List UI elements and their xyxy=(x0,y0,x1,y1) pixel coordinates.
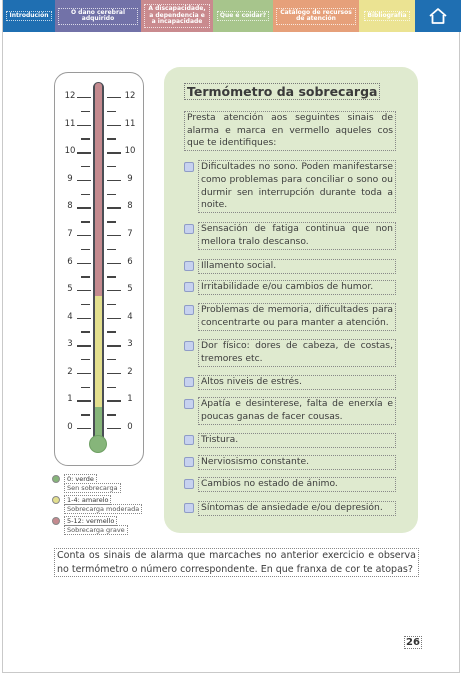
scale-tick-right xyxy=(107,207,121,208)
scale-tick-left xyxy=(77,263,91,264)
scale-number-left: 4 xyxy=(67,311,73,322)
scale-minor-tick-right xyxy=(107,194,116,195)
checklist-item-text: Altos niveis de estrés. xyxy=(198,375,396,390)
scale-minor-tick-right xyxy=(107,138,116,139)
checklist-item-text: Dor físico: dores de cabeza, de costas, tremores etc. xyxy=(198,339,396,367)
scale-minor-tick-left xyxy=(81,194,90,195)
scale-number-left: 10 xyxy=(64,146,76,157)
scale-minor-tick-left xyxy=(81,138,90,139)
scale-minor-tick-right xyxy=(107,249,116,250)
checklist-item xyxy=(184,433,396,448)
scale-number-right: 2 xyxy=(127,366,133,377)
scale-tick-right xyxy=(107,318,121,319)
page-number: 26 xyxy=(406,637,420,648)
checklist-item-text: Dificultades no sono. Poden manifestarse como problemas para conciliar o sono ou durmir sen interrupción durante toda a noite. xyxy=(198,160,396,213)
checklist-item-text: Nerviosismo constante. xyxy=(198,455,396,470)
checkbox[interactable] xyxy=(184,305,194,315)
scale-tick-right xyxy=(107,180,121,181)
scale-minor-tick-left xyxy=(81,221,90,222)
scale-minor-tick-right xyxy=(107,166,116,167)
scale-tick-left xyxy=(77,125,91,126)
checkbox[interactable] xyxy=(184,341,194,351)
scale-tick-right xyxy=(107,235,121,236)
checklist-item-text: Sensación de fatiga continua que non mellora tralo descanso. xyxy=(198,222,396,250)
checkbox[interactable] xyxy=(184,377,194,387)
scale-number-left: 5 xyxy=(67,284,73,295)
legend-title: 1-4: amarelo xyxy=(64,495,111,505)
checklist-item-text: Apatía e desinterese, falta de enerxía e poucas ganas de facer cousas. xyxy=(198,397,396,425)
scale-number-right: 8 xyxy=(127,201,133,212)
checklist-item xyxy=(184,222,396,250)
checklist-item-text: Cambios no estado de ánimo. xyxy=(198,477,396,492)
checklist-panel xyxy=(164,67,418,533)
top-navigation xyxy=(3,0,461,32)
scale-number-right: 4 xyxy=(127,311,133,322)
scale-minor-tick-right xyxy=(107,276,116,277)
scale-minor-tick-right xyxy=(107,331,116,332)
scale-minor-tick-left xyxy=(81,414,90,415)
checkbox[interactable] xyxy=(184,282,194,292)
checklist-item xyxy=(184,455,396,470)
scale-tick-left xyxy=(77,428,91,429)
green-dot-icon xyxy=(52,475,60,483)
red-dot-icon xyxy=(52,517,60,525)
checklist-item xyxy=(184,375,396,390)
scale-minor-tick-right xyxy=(107,111,116,112)
checkbox[interactable] xyxy=(184,503,194,513)
checklist-item xyxy=(184,280,396,295)
scale-minor-tick-right xyxy=(107,359,116,360)
scale-number-right: 6 xyxy=(127,256,133,267)
tab-acquired-brain-damage[interactable]: O dano cerebral adquirido xyxy=(55,0,141,32)
scale-tick-right xyxy=(107,428,121,429)
tab-disability-dependency[interactable]: A discapacidade, a dependencia e a incapacidade xyxy=(141,0,213,32)
panel-title: Termómetro da sobrecarga xyxy=(184,83,380,100)
scale-number-left: 6 xyxy=(67,256,73,267)
checklist-item xyxy=(184,339,396,367)
scale-number-left: 3 xyxy=(67,339,73,350)
scale-tick-left xyxy=(77,290,91,291)
scale-minor-tick-right xyxy=(107,414,116,415)
checklist-item xyxy=(184,397,396,425)
checklist-item-text: Problemas de memoria, dificultades para concentrarte ou para manter a atención. xyxy=(198,303,396,331)
scale-tick-left xyxy=(77,152,91,153)
scale-tick-left xyxy=(77,235,91,236)
scale-minor-tick-left xyxy=(81,331,90,332)
checklist-item-text: Irritabilidade e/ou cambios de humor. xyxy=(198,280,396,295)
scale-tick-left xyxy=(77,345,91,346)
tab-bibliography[interactable]: Bibliografía xyxy=(359,0,415,32)
scale-minor-tick-left xyxy=(81,387,90,388)
scale-tick-right xyxy=(107,400,121,401)
scale-minor-tick-left xyxy=(81,249,90,250)
home-icon-graphic xyxy=(428,7,448,25)
legend-subtitle: Sobrecarga grave xyxy=(64,525,128,535)
tab-resource-catalog[interactable]: Catálogo de recursos de atención xyxy=(273,0,359,32)
scale-number-left: 12 xyxy=(64,91,76,101)
scale-number-right: 12 xyxy=(124,91,136,101)
checklist-item-text: Síntomas de ansiedade e/ou depresión. xyxy=(198,501,396,516)
checklist-item xyxy=(184,303,396,331)
checklist-item xyxy=(184,160,396,213)
exercise-question: Conta os sinais de alarma que marcaches no anterior exercicio e observa no termómetro o número correspondente. En que franxa de cor te atopas? xyxy=(54,548,419,577)
scale-minor-tick-left xyxy=(81,166,90,167)
checkbox[interactable] xyxy=(184,162,194,172)
checkbox[interactable] xyxy=(184,399,194,409)
scale-tick-left xyxy=(77,180,91,181)
scale-tick-left xyxy=(77,318,91,319)
checkbox[interactable] xyxy=(184,479,194,489)
scale-tick-right xyxy=(107,345,121,346)
scale-tick-left xyxy=(77,400,91,401)
checklist-intro: Presta atención aos seguintes sinais de alarma e marca en vermello aqueles cos que te identifiques: xyxy=(184,111,396,151)
scale-minor-tick-left xyxy=(81,111,90,112)
scale-number-right: 7 xyxy=(127,228,133,239)
scale-tick-right xyxy=(107,97,121,98)
scale-tick-left xyxy=(77,373,91,374)
scale-number-right: 5 xyxy=(127,284,133,295)
scale-number-right: 0 xyxy=(127,422,133,432)
scale-minor-tick-left xyxy=(81,304,90,305)
legend-subtitle: Sen sobrecarga xyxy=(64,483,121,493)
checklist-item-text: Tristura. xyxy=(198,433,396,448)
scale-number-right: 3 xyxy=(127,339,133,350)
scale-number-left: 11 xyxy=(64,118,76,129)
scale-number-left: 8 xyxy=(67,201,73,212)
scale-tick-right xyxy=(107,125,121,126)
checkbox[interactable] xyxy=(184,457,194,467)
checklist-item xyxy=(184,259,396,274)
scale-minor-tick-right xyxy=(107,304,116,305)
scale-tick-left xyxy=(77,97,91,98)
checklist-item xyxy=(184,501,396,516)
legend-title: 5-12: vermello xyxy=(64,516,117,526)
thermometer-bulb xyxy=(89,435,107,453)
checkbox[interactable] xyxy=(184,261,194,271)
scale-tick-left xyxy=(77,207,91,208)
scale-tick-right xyxy=(107,373,121,374)
checklist-item xyxy=(184,477,396,492)
scale-number-right: 9 xyxy=(127,173,133,184)
scale-minor-tick-right xyxy=(107,387,116,388)
yellow-dot-icon xyxy=(52,496,60,504)
checklist-item-text: Illamento social. xyxy=(198,259,396,274)
scale-number-left: 2 xyxy=(67,366,73,377)
thermometer xyxy=(54,72,144,466)
scale-number-left: 0 xyxy=(67,422,73,432)
scale-tick-right xyxy=(107,152,121,153)
scale-tick-right xyxy=(107,263,121,264)
scale-number-right: 1 xyxy=(127,394,133,405)
scale-number-right: 10 xyxy=(124,146,136,157)
zone-yellow xyxy=(95,296,102,407)
scale-number-left: 7 xyxy=(67,228,73,239)
legend-title: 0: verde xyxy=(64,474,97,484)
home-icon[interactable] xyxy=(415,0,461,32)
checkbox[interactable] xyxy=(184,224,194,234)
scale-tick-right xyxy=(107,290,121,291)
legend-subtitle: Sobrecarga moderada xyxy=(64,504,142,514)
scale-minor-tick-left xyxy=(81,276,90,277)
checkbox[interactable] xyxy=(184,435,194,445)
tab-introduction[interactable]: Introdución xyxy=(3,0,55,32)
scale-minor-tick-right xyxy=(107,221,116,222)
scale-number-left: 1 xyxy=(67,394,73,405)
page xyxy=(2,0,460,673)
scale-minor-tick-left xyxy=(81,359,90,360)
scale-number-right: 11 xyxy=(124,118,136,129)
scale-number-left: 9 xyxy=(67,173,73,184)
zone-red xyxy=(95,83,102,296)
tab-what-is-caring[interactable]: Que é coidar? xyxy=(213,0,273,32)
